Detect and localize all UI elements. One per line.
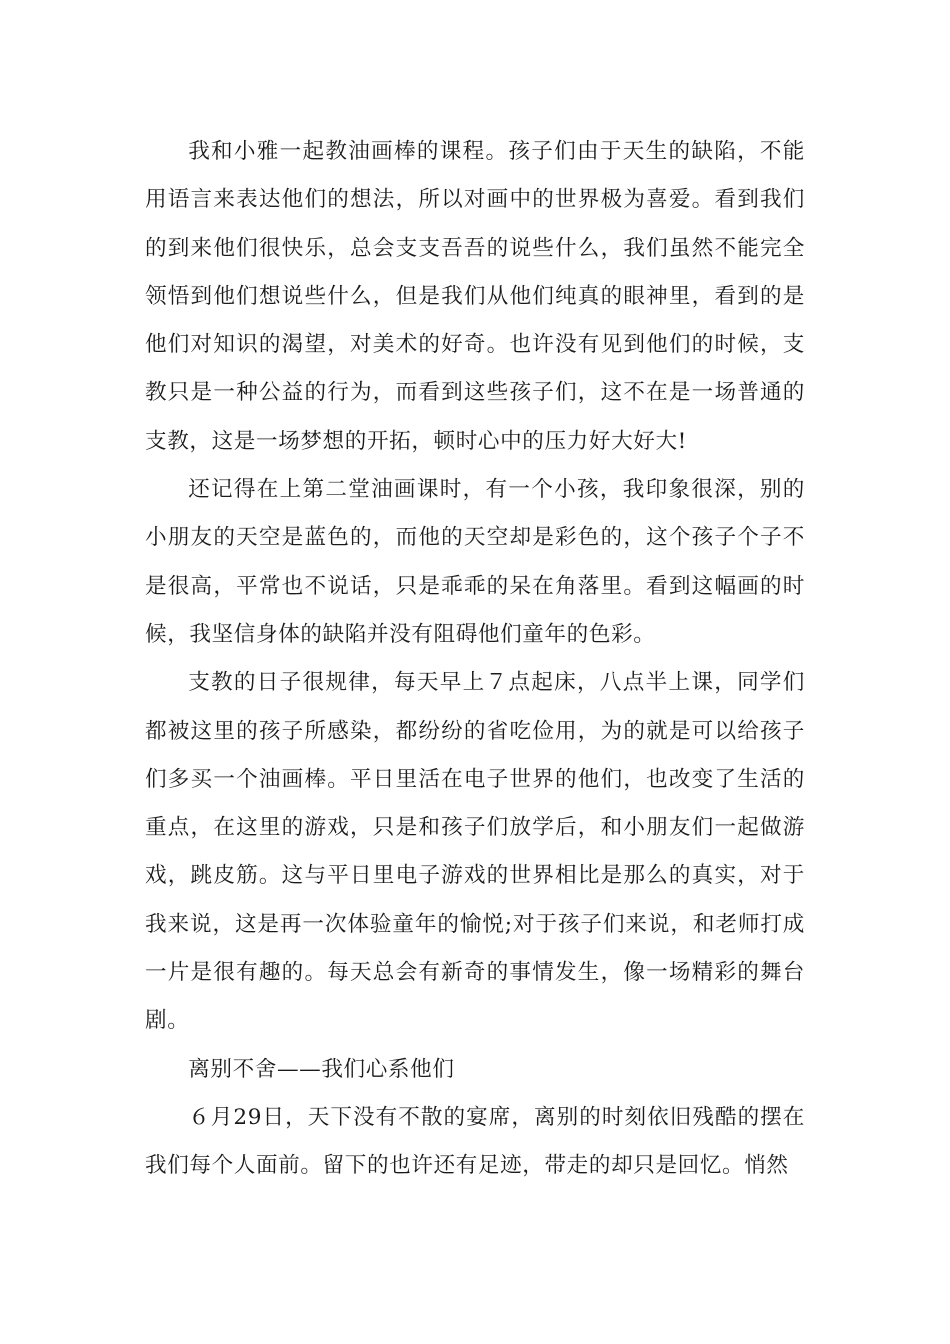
paragraph-daily-routine: 支教的日子很规律，每天早上７点起床，八点半上课，同学们都被这里的孩子所感染，都纷纷的省吃俭用，为的就是可以给孩子们多买一个油画棒。平日里活在电子世界的他们，也改变了生活的重点，在这里的游戏，只是和孩子们放学后，和小朋友们一起做游戏，跳皮筋。这与平日里电子游戏的世界相比是那么的真实，对于我来说，这是再一次体验童年的愉悦;对于孩子们来说，和老师打成一片是很有趣的。每天总会有新奇的事情发生，像一场精彩的舞台剧。: [145, 670, 805, 1034]
document-body: [145, 128, 805, 1191]
paragraph-second-painting-class: 还记得在上第二堂油画课时，有一个小孩，我印象很深，别的小朋友的天空是蓝色的，而他的天空却是彩色的，这个孩子个子不是很高，平常也不说话，只是乖乖的呆在角落里。看到这幅画的时候，我坚信身体的缺陷并没有阻碍他们童年的色彩。: [145, 477, 805, 647]
paragraph-volunteer-teaching: 我和小雅一起教油画棒的课程。孩子们由于天生的缺陷，不能用语言来表达他们的想法，所以对画中的世界极为喜爱。看到我们的到来他们很快乐，总会支支吾吾的说些什么，我们虽然不能完全领悟到他们想说些什么，但是我们从他们纯真的眼神里，看到的是他们对知识的渴望，对美术的好奇。也许没有见到他们的时候，支教只是一种公益的行为，而看到这些孩子们，这不在是一场普通的支教，这是一场梦想的开拓，顿时心中的压力好大好大!: [145, 139, 805, 454]
paragraph-june-29: ６月29日，天下没有不散的宴席，离别的时刻依旧残酷的摆在我们每个人面前。留下的也许还有足迹，带走的却只是回忆。悄然: [145, 1104, 805, 1179]
section-heading-farewell: 离别不舍——我们心系他们: [188, 1056, 455, 1082]
